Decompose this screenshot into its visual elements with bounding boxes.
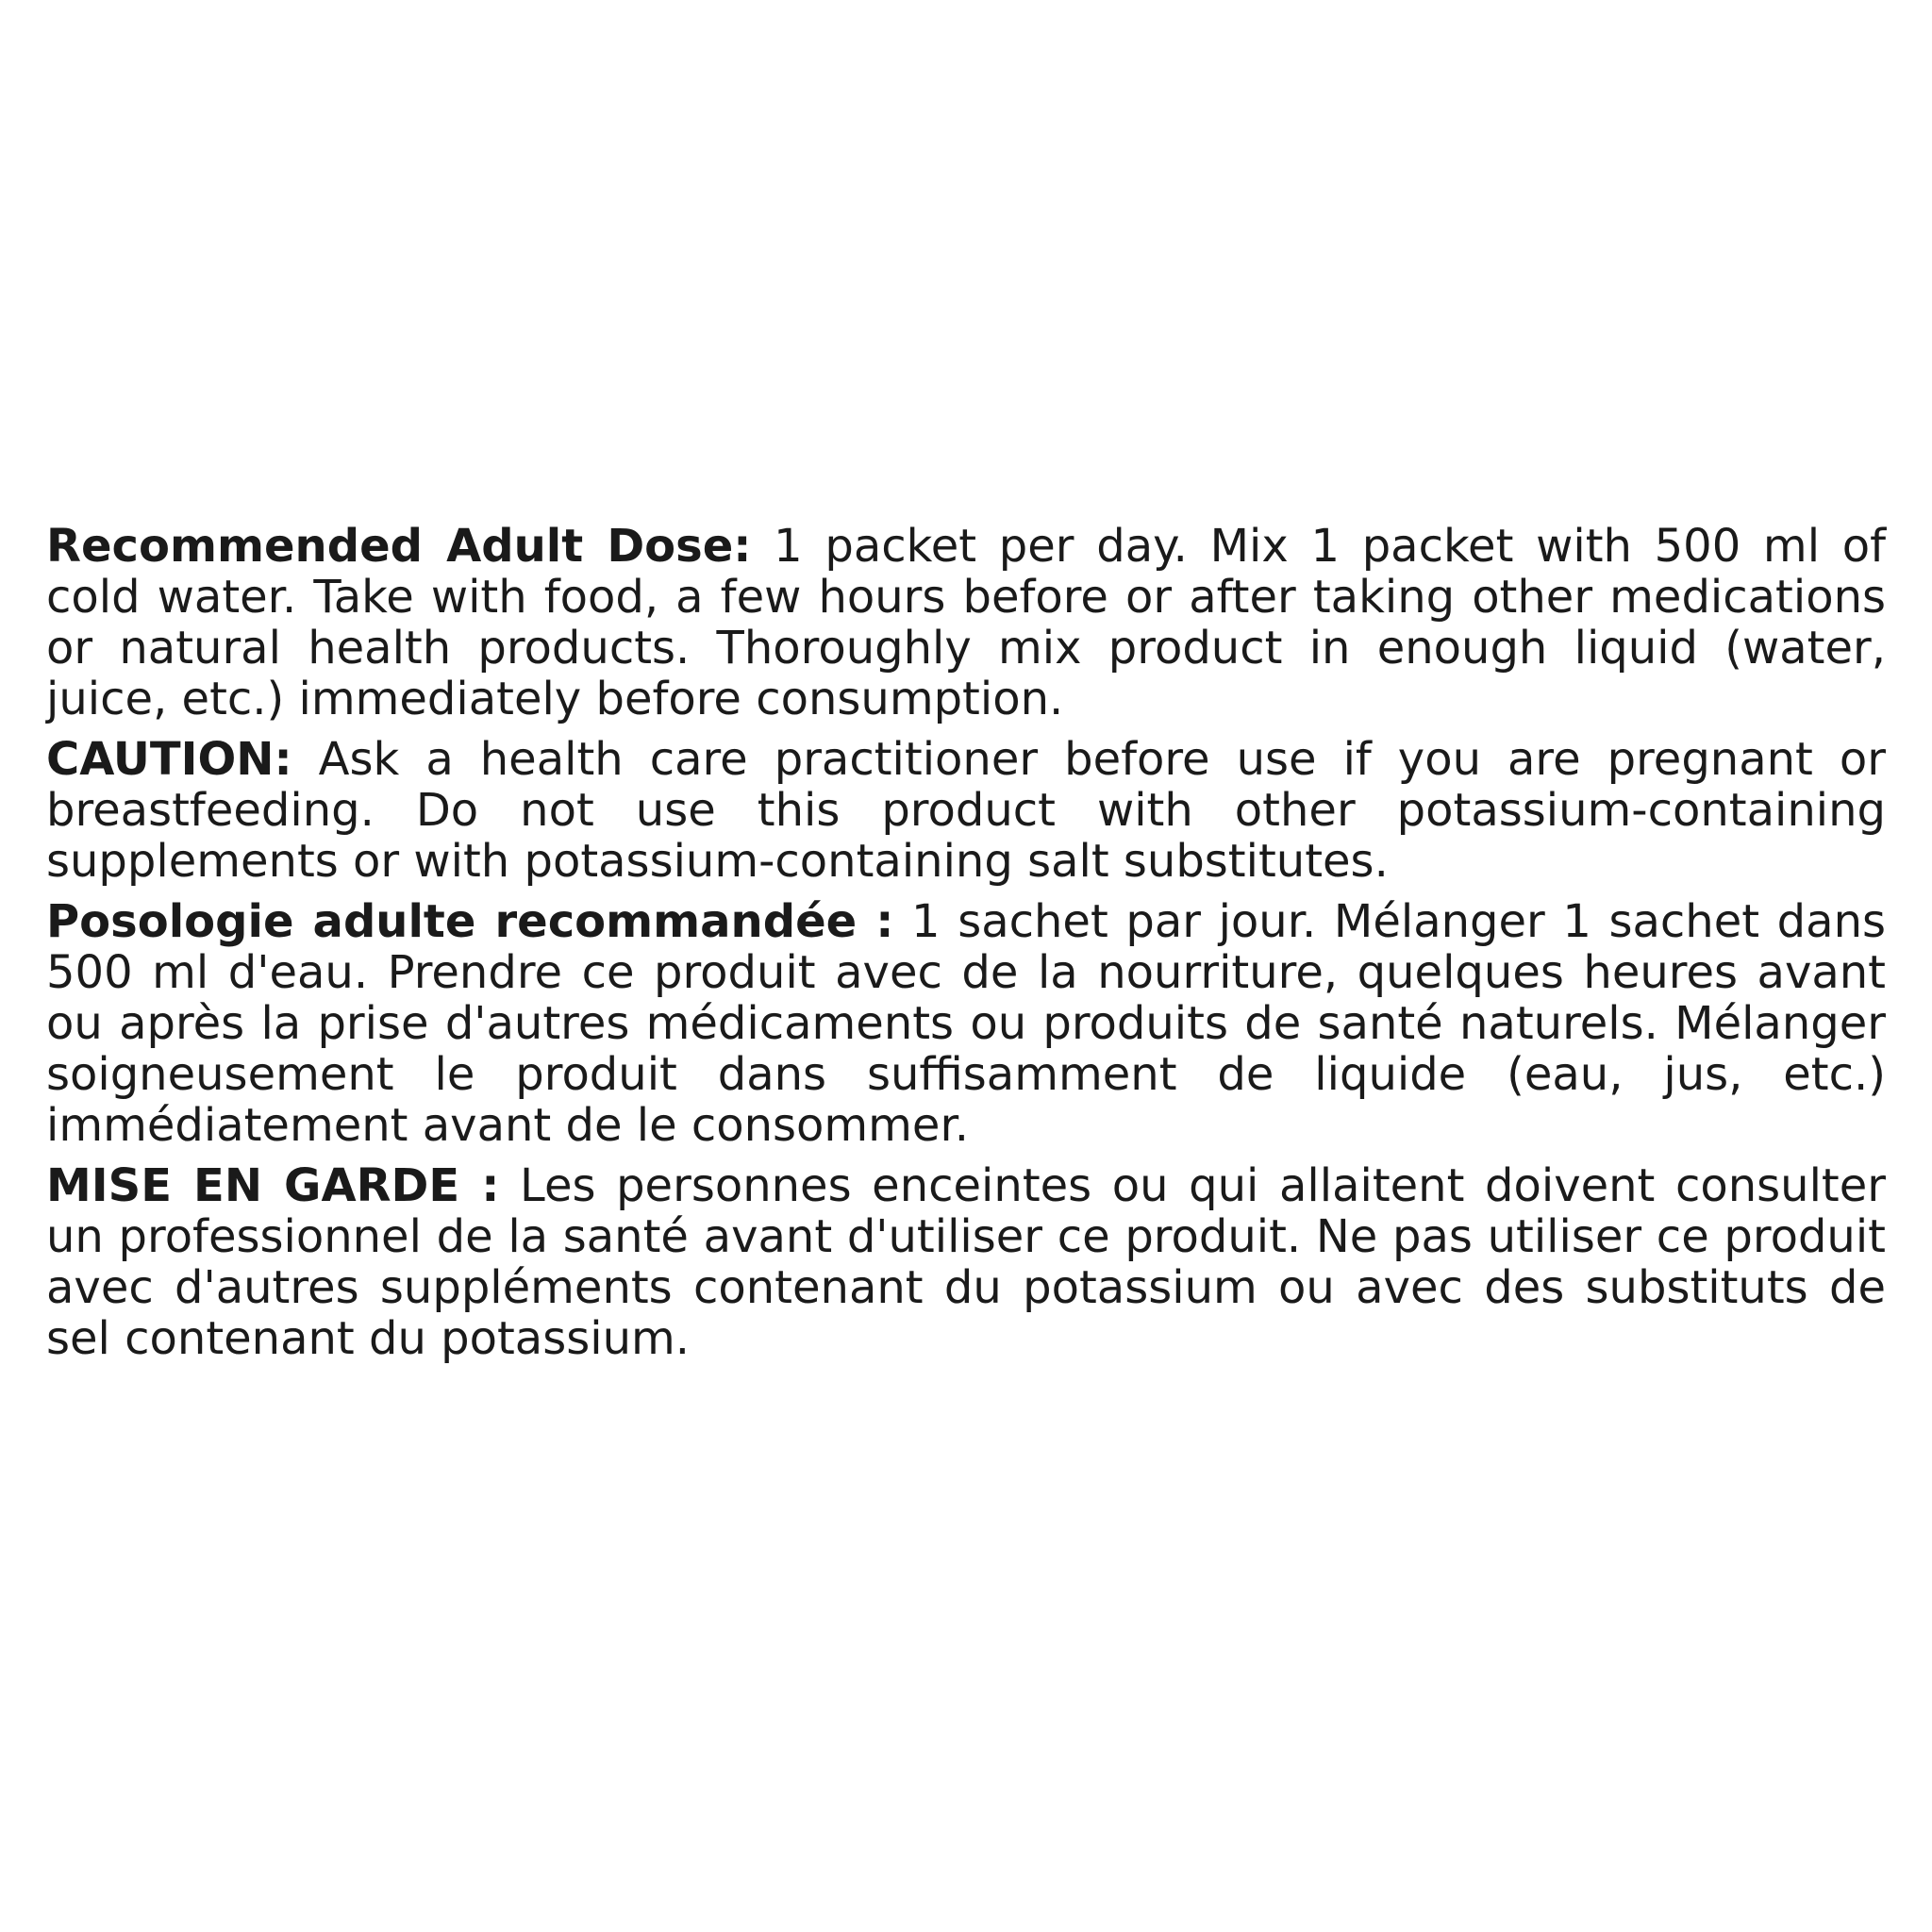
caution-heading: CAUTION: xyxy=(46,733,292,786)
posologie-text: 1 sachet par jour. Mélanger 1 sachet dans 500 ml d'eau. Prendre ce produit avec de la nourriture, quelques heures avant ou après la prise d'autres médicaments ou produits de santé naturels. Mélanger soigneusement le produit dans suffisamment de liquide (eau, jus, etc.) immédiatement avant de le consommer. xyxy=(46,895,1886,1152)
posologie-heading: Posologie adulte recommandée : xyxy=(46,895,894,948)
product-label-text xyxy=(46,521,1886,1364)
adult-dose-text: 1 packet per day. Mix 1 packet with 500 ml of cold water. Take with food, a few hours before or after taking other medications or natural health products. Thoroughly mix product in enough liquid (water, juice, etc.) immediately before consumption. xyxy=(46,520,1886,725)
adult-dose-paragraph xyxy=(46,521,1886,724)
adult-dose-heading: Recommended Adult Dose: xyxy=(46,520,752,573)
mise-en-garde-paragraph xyxy=(46,1160,1886,1364)
mise-en-garde-text: Les personnes enceintes ou qui allaitent doivent consulter un professionnel de la santé avant d'utiliser ce produit. Ne pas utiliser ce produit avec d'autres suppléments contenant du potassium ou avec des substituts de sel contenant du potassium. xyxy=(46,1159,1887,1365)
caution-text: Ask a health care practitioner before use if you are pregnant or breastfeeding. Do not use this product with other potassium-containing supplements or with potassium-containing salt substitutes. xyxy=(46,733,1886,888)
posologie-paragraph xyxy=(46,896,1886,1151)
mise-en-garde-heading: MISE EN GARDE : xyxy=(46,1159,500,1212)
caution-paragraph xyxy=(46,734,1886,887)
